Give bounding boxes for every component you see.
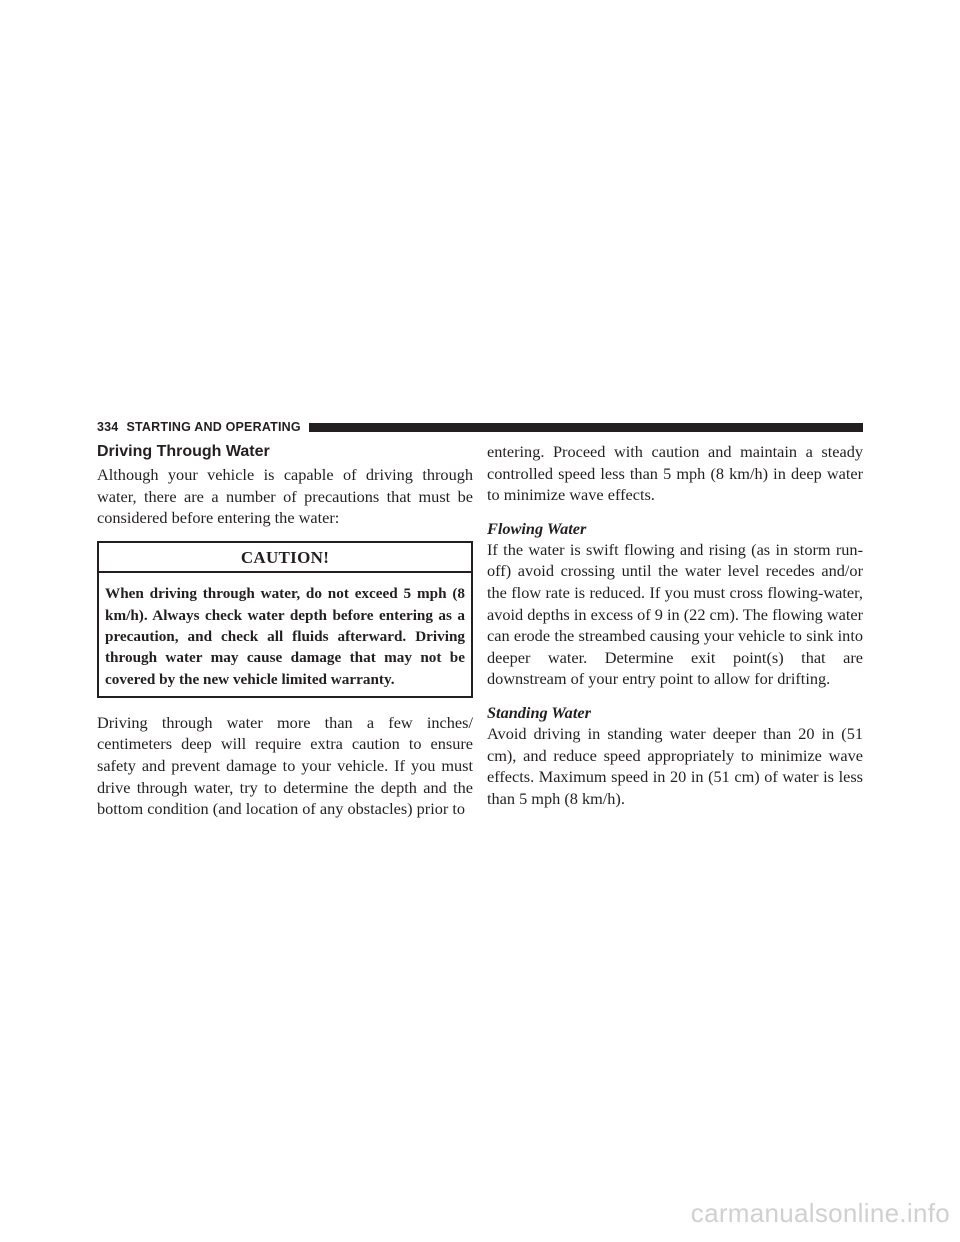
body-paragraph: Driving through water more than a few inches/ centimeters deep will require extra caution to ensure safety and prevent damage to your vehicle. If you must drive through water, try to determine the depth and the bottom condition (and location of any obstacles) prior to bbox=[97, 712, 473, 819]
continuation-paragraph: entering. Proceed with caution and maintain a steady controlled speed less than 5 mph (8 km/h) in deep water to minimize wave effects. bbox=[487, 442, 863, 505]
watermark: carmanualsonline.info bbox=[690, 1198, 950, 1228]
right-column bbox=[487, 441, 863, 809]
section-heading: Driving Through Water bbox=[97, 443, 270, 460]
flowing-water-heading: Flowing Water bbox=[487, 518, 587, 538]
intro-paragraph: Although your vehicle is capable of driving through water, there are a number of precautions that must be considered before entering the water: bbox=[97, 465, 473, 528]
caution-box bbox=[97, 541, 473, 698]
caution-text: When driving through water, do not exceed 5 mph (8 km/h). Always check water depth before entering as a precaution, and check all fluids afterward. Driving through water may cause damage that may not be covered by the new vehicle limited warranty. bbox=[105, 585, 465, 688]
standing-water-paragraph: Avoid driving in standing water deeper than 20 in (51 cm), and reduce speed appropriately to minimize wave effects. Maximum speed in 20 in (51 cm) of water is less than 5 mph (8 km/h). bbox=[487, 723, 863, 808]
flowing-water-paragraph: If the water is swift flowing and rising (as in storm run-off) avoid crossing until the water level recedes and/or the flow rate is reduced. If you must cross flowing-water, avoid depths in excess of 9 in (22 cm). The flowing water can erode the streambed causing your vehicle to sink into deeper water. Determine exit point(s) that are downstream of your entry point to allow for drifting. bbox=[487, 539, 863, 689]
caution-heading: CAUTION! bbox=[99, 543, 471, 574]
header-rule bbox=[309, 423, 863, 432]
left-column bbox=[97, 442, 473, 820]
section-title-header: STARTING AND OPERATING bbox=[126, 420, 301, 434]
page-number: 334 bbox=[97, 420, 119, 434]
page-header bbox=[97, 419, 863, 435]
standing-water-heading: Standing Water bbox=[487, 702, 591, 722]
